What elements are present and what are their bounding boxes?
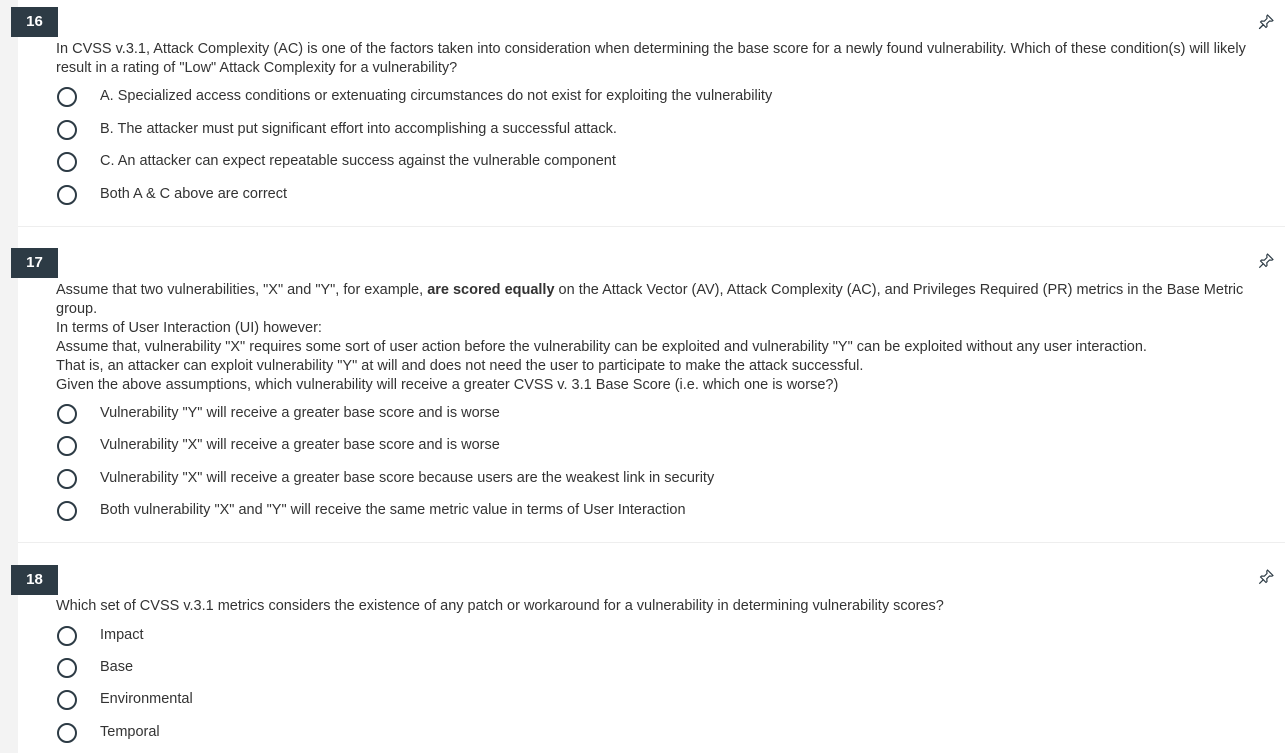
question-text-line (56, 281, 1281, 319)
answer-option[interactable] (56, 655, 1256, 681)
radio-icon[interactable] (57, 152, 77, 172)
answer-option[interactable] (56, 498, 1256, 524)
answer-option[interactable] (56, 623, 1256, 649)
question-number: 17 (11, 248, 58, 278)
answer-option[interactable] (56, 433, 1256, 459)
question-text-line: In CVSS v.3.1, Attack Complexity (AC) is one of the factors taken into consideration when determining the base score for a newly found vulnerability. Which of these condition(s) will likely result in a rating of "Low" Attack Complexity for a vulnerability? (56, 41, 1246, 76)
answer-label: C. An attacker can expect repeatable success against the vulnerable component (100, 153, 616, 169)
question-text-emphasis: are scored equally (427, 282, 555, 298)
question-text-part: on the Attack Vector (AV), Attack Complexity (AC), and Privileges Required (PR) metrics in the Base Metric group. (56, 282, 1244, 317)
answer-label: Vulnerability "Y" will receive a greater base score and is worse (100, 405, 500, 421)
answer-option[interactable] (56, 182, 1256, 208)
answer-option[interactable] (56, 84, 1256, 110)
pin-icon[interactable] (1257, 252, 1275, 270)
radio-icon[interactable] (57, 469, 77, 489)
radio-icon[interactable] (57, 120, 77, 140)
answer-option[interactable] (56, 687, 1256, 713)
question-text-line: That is, an attacker can exploit vulnerability "Y" at will and does not need the user to participate to make the attack successful. (56, 358, 864, 374)
answer-option[interactable] (56, 117, 1256, 143)
question-number: 18 (11, 565, 58, 595)
radio-icon[interactable] (57, 501, 77, 521)
radio-icon[interactable] (57, 690, 77, 710)
question-number: 16 (11, 7, 58, 37)
answer-label: Impact (100, 627, 144, 643)
question-text-part: Assume that two vulnerabilities, "X" and "Y", for example, (56, 282, 428, 298)
answer-label: Both A & C above are correct (100, 186, 287, 202)
radio-icon[interactable] (57, 658, 77, 678)
question-text-line: Which set of CVSS v.3.1 metrics considers the existence of any patch or workaround for a vulnerability in determining vulnerability scores? (56, 598, 944, 614)
question-text (56, 281, 1281, 395)
answer-label: Vulnerability "X" will receive a greater base score because users are the weakest link in security (100, 470, 715, 486)
answer-label: Vulnerability "X" will receive a greater base score and is worse (100, 437, 500, 453)
radio-icon[interactable] (57, 87, 77, 107)
radio-icon[interactable] (57, 185, 77, 205)
answer-label: B. The attacker must put significant effort into accomplishing a successful attack. (100, 121, 617, 137)
question-18 (18, 558, 1285, 753)
answer-label: Temporal (100, 724, 160, 740)
question-text-line: Assume that, vulnerability "X" requires some sort of user action before the vulnerability can be exploited and vulnerability "Y" can be exploited without any user interaction. (56, 339, 1147, 355)
answer-option[interactable] (56, 401, 1256, 427)
radio-icon[interactable] (57, 436, 77, 456)
answer-label: Environmental (100, 691, 193, 707)
question-text-line: Given the above assumptions, which vulnerability will receive a greater CVSS v. 3.1 Base Score (i.e. which one is worse?) (56, 377, 839, 393)
question-text (56, 40, 1281, 78)
answer-label: Both vulnerability "X" and "Y" will receive the same metric value in terms of User Interaction (100, 502, 686, 518)
answer-option[interactable] (56, 466, 1256, 492)
answer-label: A. Specialized access conditions or extenuating circumstances do not exist for exploiting the vulnerability (100, 88, 773, 104)
question-text (56, 597, 1281, 616)
question-divider (18, 226, 1285, 227)
quiz-page (18, 0, 1285, 753)
question-text-line: In terms of User Interaction (UI) however: (56, 320, 322, 336)
radio-icon[interactable] (57, 626, 77, 646)
answer-label: Base (100, 659, 134, 675)
answer-option[interactable] (56, 720, 1256, 746)
pin-icon[interactable] (1257, 568, 1275, 586)
answer-option[interactable] (56, 149, 1256, 175)
question-divider (18, 542, 1285, 543)
radio-icon[interactable] (57, 404, 77, 424)
question-16 (18, 0, 1285, 226)
radio-icon[interactable] (57, 723, 77, 743)
pin-icon[interactable] (1257, 13, 1275, 31)
question-17 (18, 241, 1285, 541)
